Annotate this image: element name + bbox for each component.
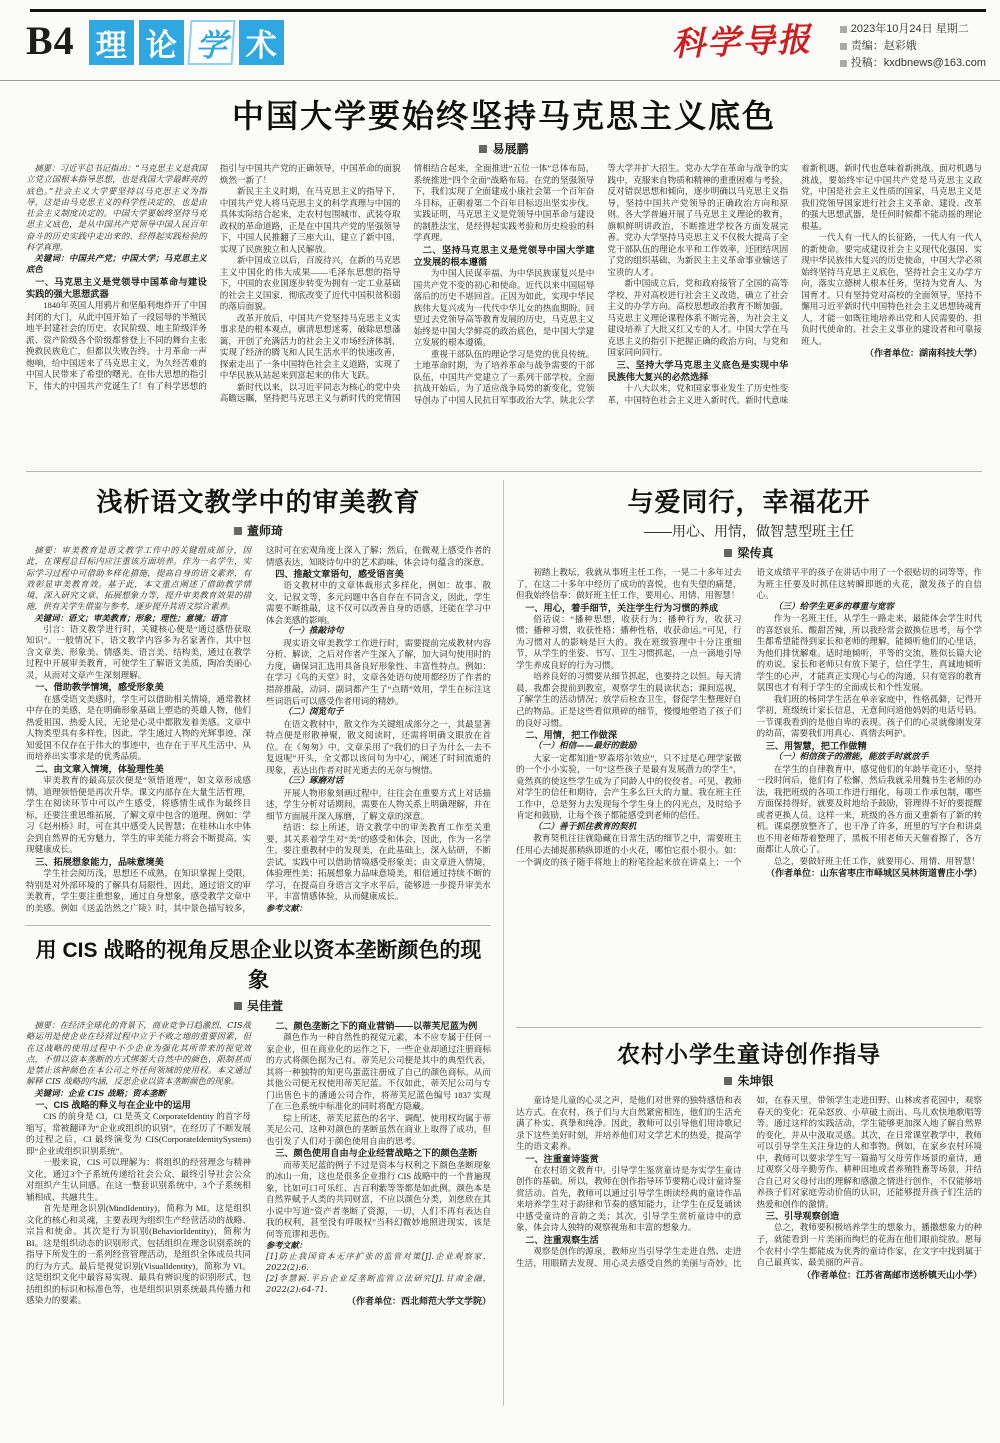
author-affiliation: （作者单位：江苏省高邮市送桥镇天山小学）: [801, 1269, 982, 1280]
section-char-block: 理: [89, 20, 134, 65]
body-paragraph: 总之，教师要积极培养学生的想象力，播撒想象力的种子，就能看到一片美丽而绚烂的花海在他们眼前绽放。愿每个农村小学生都能成为优秀的童诗作家，在文字中找到属于自己最真实、最美丽的声音。: [756, 1222, 982, 1268]
subsection-heading: （三）给学生更多的尊重与宽容: [773, 601, 895, 612]
byline-square-icon: [724, 549, 732, 557]
abstract-paragraph: 摘要：在经济全球化的背景下，商业竞争日趋激烈，CIS战略运用是使企业在经营过程中立于不败之地的重要因素，但在这战略的使用过程中不少企业为强化其所带来的视觉效点，不惜以资本垄断的方式绑架大自然中的颜色，限制甚而是禁止该种颜色在本公司之外任何领域的使用权。本文通过解释 CIS 战略的内涵，反思企业以资本垄断颜色的现象。: [26, 1020, 251, 1087]
body-paragraph: 首先是理念识别(MindIdentity)，简称为 MI。这是组织文化的核心和灵魂，主要表现为组织生产经营活动的战略、宗旨和使命。其次是行为识别(BehaviorIdentity)，简称为 BI。这是组织动态的识别形式，包括组织在理念识别系统的指导下所发生的一系列经营管理活动，是组织全体成员共同的行为方式。最后是视觉识别(VisualIdentity)，简称为 VI。这是组织文化中最容易实现、最具有辨识度的识别形式，包括组织的标识和标准色等，也是组织识别系统最具传播力和感染力的要素。: [26, 1203, 251, 1306]
right-column-stack: [504, 480, 982, 1406]
left-column-stack: [26, 480, 504, 1406]
subsection-heading: （一）推敲诗句: [283, 626, 344, 637]
article-walking-with-love: [516, 482, 982, 1019]
subsection-heading: （三）琢磨对话: [283, 776, 344, 787]
body-paragraph: 开展人物形象刻画过程中，往往会在重要方式上对话描述，学生分析对话期间，需要在人物关系上明确理解，并在细节方面展开深入琢磨，了解文章的深意。: [266, 787, 491, 821]
page-number: B4: [26, 18, 75, 63]
section-heading: 三、颜色使用自由与企业经营战略之下的颜色垄断: [275, 1148, 478, 1159]
square-bullet-icon: [840, 60, 847, 67]
body-paragraph: 童诗是儿童的心灵之声，是他们对世界的独特感悟和表达方式。在农村，孩子们与大自然紧密相连，他们的生活充满了朴实、真挚和纯净。因此，教师可以引导他们用诗歌记录下这些美好时刻，并培养他们对文学艺术的热爱，提高学生的语文素养。: [516, 1095, 742, 1152]
body-paragraph: 综上所述，蒂芙尼蓝色的名字、调配、使用权均属于蒂芙尼公司，这种对颜色的垄断虽然在商业上取得了成功，但也引发了人们对于颜色使用自由的思考。: [266, 1112, 491, 1146]
references-label: 参考文献：: [266, 1240, 307, 1251]
byline: [26, 140, 982, 157]
article-text: [26, 163, 982, 463]
lower-band: [26, 480, 982, 1406]
article-title: 农村小学生童诗创作指导: [617, 1041, 881, 1067]
article-marxism-universities: [26, 91, 982, 463]
byline-square-icon: [234, 527, 242, 535]
subsection-heading: （二）浏览句子: [283, 707, 344, 718]
body-paragraph: 在语文教材中，散文作为关键组成部分之一，其最显著特点便是形散神聚，散文阅读时，还需将明确文眼放在首位。在《匆匆》中，文章采用了“我们的日子为什么一去不复返呢”开头，全文都以该问句为中心，阐述了时间流逝的现象，表达出作者对时光逝去的无奈与惋惜。: [266, 718, 491, 775]
section-title-blocks: [89, 20, 284, 65]
body-paragraph: 大家一定都知道“罗森塔尔效应”，只不过是心理学家做的一个小小实验，一句“这些孩子是最有发展潜力的学生”，竟然真的使这些学生成为了同龄人中的佼佼者。可见，教师对学生的信任和期待，会产生多么巨大的力量。我在班主任工作中，总是努力去发现每个学生身上的闪光点，及时给予肯定和鼓励，让每个孩子都能感受到老师的信任。: [516, 752, 742, 821]
body-paragraph: 新时代以来，以习近平同志为核心的党中央高瞻远瞩，坚持把马克思主义与新时代的党情国情相结合起来，全面推进“五位一体”总体布局，系统推进“四个全面”战略布局。在党的坚强领导下，我们实现了全面建成小康社会第一个百年奋斗目标，正朝着第二个百年目标迈出坚实步伐。实践证明，马克思主义是党领导中国革命与建设的制胜法宝，是经得起实践考验和历史检验的科学真理。: [219, 163, 595, 404]
article-title: 中国大学要始终坚持马克思主义底色: [231, 98, 776, 134]
date-line: 2023年10月24日 星期二: [840, 21, 986, 38]
section-heading: 二、由文章入情境，体验理性美: [35, 763, 164, 774]
body-paragraph: 总之，要做好班主任工作，就要用心、用情、用智慧！: [773, 855, 980, 866]
author-name: 董师琦: [246, 524, 283, 538]
body-paragraph: 结语：综上所述，语文教学中的审美教育工作至关重要，其关系着学生对“美”的感受和体会，因此，作为一名学生，要注重教材中的发现美，在此基础上，深入钻研，不断尝试。实践中可以借助情境感受形象美；由文章进入情境，体验理性美；拓展想象力品味意境美，相信通过持续不断的学习，在提高自身语言文字水平后，能够进一步提升审美水平，丰富情感体验，从而健康成长。: [266, 822, 491, 902]
byline: [26, 522, 491, 539]
page-body: [0, 81, 1000, 1406]
section-heading: 一、用心，着手细节，关注学生行为习惯的养成: [525, 602, 719, 613]
section-heading: 三、引导观察创造: [765, 1211, 840, 1222]
body-paragraph: 引言：语文教学进行时，关键核心便是“通过感悟获取知识”。一般情况下，语文教学内容多为名家著作，其中包含文章美、形象美、情感美、语言美、结构美，通过在教学过程中开展审美教育，可使学生了解语文美质，陶冶美丽心灵，从而对文章产生深刻理解。: [26, 623, 251, 680]
page-header: [0, 12, 1000, 81]
body-paragraph: 改革开放后，中国共产党坚持马克思主义实事求是的根本观点，廓清思想迷雾，破除思想藩篱，开创了充满活力的社会主义市场经济体制，实现了经济的腾飞和人民生活水平的快速改善，探索走出了一条中国特色社会主义道路，实现了中华民族从站起来到富起来的伟大飞跃。: [219, 312, 401, 381]
body-paragraph: 培养良好的习惯要从细节抓起，也要持之以恒。每天清晨，我都会提前到教室，观察学生的晨读状态；课间巡视，了解学生的活动情况；放学后检查卫生，督促学生整理好自己的物品。正是这些看似琐碎的细节，慢慢地塑造了孩子们的良好习惯。: [516, 671, 742, 728]
article-subtitle: ——用心、用情，做智慧型班主任: [644, 523, 854, 539]
article-aesthetic-education: [26, 482, 491, 917]
article-text: [516, 567, 982, 1019]
byline: [516, 1072, 982, 1089]
author-name: 易展鹏: [492, 142, 529, 156]
body-paragraph: 观察是创作的源泉，教师应当引导学生走进自然、走进生活，用眼睛去发现、用心灵去感受自然的美丽与奇妙。比如，在春天里，带领学生走进田野、山林或者花园中，观察春天的变化：花朵怒放、小草破土而出、鸟儿欢快地歌唱等等。通过这样的实践活动，学生能够更加深入地了解自然界的变化，并从中汲取灵感。其次，在日常课堂教学中，教师可以引导学生关注身边的人和事物。例如，在家乡农村环境中，教师可以要求学生写一篇描写父母劳作场景的童诗，通过观察父母辛勤劳作、耕种田地或者养殖牲畜等场景，并结合自己对父母付出的理解和感激之情进行创作，不仅能够培养孩子们对家庭劳动价值的认识，还能够提升孩子们生活的热爱和创作的激情。: [516, 1095, 982, 1268]
section-heading: 二、坚持马克思主义是党领导中国大学建立发展的根本遵循: [413, 244, 595, 267]
body-paragraph: 俗话说：“播种思想，收获行为；播种行为，收获习惯；播种习惯，收获性格；播种性格，收获命运。”可见，行为习惯对人的影响是巨大的。我在班级管理中十分注重细节，从学生的坐姿、书写、卫生习惯抓起，一点一滴地引导学生养成良好的行为习惯。: [516, 613, 742, 670]
reference-item: [2]李慧颖.平台企业反垄断监管立法研究[J].甘肃金融，2022(2):64-71.: [266, 1273, 491, 1295]
body-paragraph: 重视干部队伍的理论学习是党的优良传统。土地革命时期，为了培养革命与战争需要的干部队伍，中国共产党建立了一系列干部学校。全面抗战开始后，为了适应战争局势的新变化，党领导创办了中国人民抗日军事政治大学、陕北公学等大学并扩大招生。党办大学在革命与战争的实践中，克服来自物质和精神的重重困难与考验，反对错误思想和倾向，逐步明确以马克思主义指导，坚持中国共产党领导的正确政治方向和原则。各大学普遍开展了马克思主义理论的教育，旗帜鲜明讲政治，不断推进学校各方面发展完善。党办大学坚持马克思主义不仅极大提高了全党干部队伍的理论水平和工作效率，还团结巩固了党的组织基础，为新民主主义革命事业输送了宝贵的人才。: [413, 163, 789, 405]
horizontal-divider: [26, 925, 491, 926]
body-paragraph: 教育契机往往就隐藏在日常生活的细节之中，需要班主任用心去捕捉那稍纵即逝的小火花，哪怕它很小很小。如：一个调皮的孩子随手将地上的粉笔捡起来放在讲桌上；一个语文成绩平平的孩子在讲话中用了一个很贴切的词等等，作为班主任要及时抓住这转瞬即逝的火花，激发孩子的自信心。: [516, 567, 982, 867]
horizontal-divider: [516, 1027, 982, 1028]
article-text: [26, 545, 491, 917]
subsection-heading: （一）相信——最好的鼓励: [533, 741, 637, 752]
section-heading: 一、CIS 战略的释义与在企业中的运用: [35, 1099, 191, 1110]
article-title: 用 CIS 战略的视角反思企业以资本垄断颜色的现象: [35, 939, 482, 992]
editor-line: 责编：赵彩娥: [840, 38, 986, 55]
author-affiliation: （作者单位：湖南科技大学）: [864, 348, 982, 359]
subsection-heading: （二）善于抓住教育的契机: [533, 821, 637, 832]
abstract-paragraph: 摘要：习近平总书记指出：“马克思主义是我国立党立国根本指导思想，也是我国大学最鲜亮的底色。”社会主义大学要坚持以马克思主义为指导，这是由马克思主义的科学性决定的，也是由社会主义制度决定的。中国大学要始终坚持马克思主义底色，是从中国共产党领导中国人民百年奋斗的历史实践中走出来的、经得起实践检验的科学真理。: [26, 163, 207, 252]
body-paragraph: 语文教材中的文章体裁形式多样化，例如：故事、散文、记叙文等，多元问题中各自存在不同含义，因此，学生需要不断推敲，这不仅可以改善自身的语感，还能在学习中体会美感的影响。: [266, 580, 491, 625]
body-paragraph: 十八大以来，党和国家事业发生了历史性变革，中国特色社会主义进入新时代。新时代意味着新机遇，新时代也意味着新挑战。面对机遇与挑战，要始终牢记中国共产党是马克思主义政党，中国是社会主义性质的国家，马克思主义是我们党领导国家进行社会主义革命、建设、改革的强大思想武器，是任何时候都不能动摇的理论根基。: [607, 163, 982, 405]
body-paragraph: 新中国成立以后，百废待兴，在新的马克思主义中国化的伟大成果——毛泽东思想的指导下，中国的农业国逐步转变为拥有一定工业基础的社会主义国家，彻底改变了近代中国积贫积弱的落后面貌。: [219, 255, 401, 312]
section-heading: 三、拓展想象能力，品味意境美: [35, 856, 164, 867]
body-paragraph: 作为一名班主任，从学生一路走来，最能体会学生时代的喜怒哀乐、酸甜苦辣，所以我经常会做换位思考，每个学生都希望能得到家长和老师的理解，能倾听他们的心里话，为他们排忧解难。适时地倾听，平等的交流，胜似长篇大论的劝说。家长和老师只有放下架子，信任学生，真诚地倾听学生的心声，才能真正实现心与心的沟通，只有宽容的教育氛围也才有利于学生的全面成长和个性发展。: [756, 613, 982, 693]
body-paragraph: 而蒂芙尼蓝的例子不过是资本与权利之下颜色垄断现象的冰山一角，这也是很多企业推行 CIS 战略中的一个普遍现象，比如可口可乐红、吉百利紫等等都是如此例。颜色本是自然界赋予人类的共同财富，不应以颜色分类，刘慈欣在其小说中写道“资产者垄断了资源，一切，人们不再有表达自我的权利，甚至没有呼吸权”当科幻微妙地照进现实，该是何等荒谬和悲伤。: [266, 1159, 491, 1239]
abstract-paragraph: 摘要：审美教育是语文教学工作中的关键组成部分，因此，在课程总目标内应注重该方面培养。作为一名学生，实际学习过程中可借助多样化措施，提高自身的语文素养，有效彰显审美教育效。基于此，本文重点阐述了借助教学情境、深入研究文章、拓展想象力等，提升审美教育效果的措施，供有关学生借鉴与参考，逐步提升其语文综合素养。: [26, 545, 251, 612]
body-paragraph: 审美教育的最高层次便是“领悟道理”，如文章形成感情，道理领悟便是再次升华。课文内部存在大量生活哲理，学生在阅读环节中可以产生感受，将感情生成作为最终目标，还要注重思维拓展，了解文章中包含的道理。例如：学习《赵州桥》时，可在其中感受人民智慧；在桂林山水中体会到自然界的无穷魅力，学生的审美能力将会不断提高，实现健康成长。: [26, 775, 251, 855]
author-affiliation: （作者单位：西北师范大学文学院）: [346, 1296, 491, 1307]
body-paragraph: 学生社会阅历浅，思想还不成熟，在知识掌握上受限，特别是对外部环境的了解具有局限性，因此，通过语文的审美教育，学生要注重想象，通过自身想象，感受教学文章中的美感。例如《送孟浩然之广陵》时，其中景色描写较多，这时可在宏观角度上深入了解；然后，在微观上感受作者的情感表达，知晓诗句中的艺术韵味，体会诗句蕴含的深意。: [26, 545, 491, 913]
body-paragraph: 1840年英国人用鸦片和坚船利炮炸开了中国封闭的大门，从此中国开始了一段屈辱的半殖民地半封建社会的历史。农民阶级、地主阶级洋务派、资产阶级各个阶级都曾登上不同的舞台主张挽救民族危亡，但都以失败告终。十月革命一声炮响，给中国送来了马克思主义，为久经苦难的中国人民带来了希望的曙光。在伟大思想的指引下，伟大的中国共产党诞生了！有了科学思想的指引与中国共产党的正确领导，中国革命的面貌焕然一新了！: [26, 163, 401, 391]
square-bullet-icon: [840, 43, 847, 50]
body-paragraph: 在学生的自律教育中，感觉他们的年龄毕竟还小，坚持一段时间后，他们有了松懈，然后我就采用魏书生老师的办法，我把班级的各项工作进行细化，每项工作承包制，哪些方面保持得好，就要及时地给予鼓励，管理得不好的要提醒或者更换人员。这样一来，班级的各方面又重新有了新的转机。课桌摆放整齐了，也干净了许多，班里的写字台和讲桌也不用老师帮着整理了，黑板不用老师天天催着擦了，各方面都让人放心了。: [756, 763, 982, 855]
header-info: [840, 21, 986, 72]
article-children-poetry: [516, 1036, 982, 1377]
article-cis-color-monopoly: [26, 934, 491, 1406]
square-bullet-icon: [840, 26, 847, 33]
section-heading: 二、注重观察生活: [525, 1235, 599, 1245]
reference-item: [1]防止我国资本无序扩张的监管对策[J].企业观察家，2022(2):6.: [266, 1251, 491, 1273]
section-char-block: 术: [239, 20, 284, 65]
author-name: 吴佳萱: [246, 999, 283, 1013]
article-text: [516, 1095, 982, 1377]
body-paragraph: 为中国人民谋幸福、为中华民族谋复兴是中国共产党不变的初心和使命。近代以来中国屈辱落后的历史不堪回首。正因为如此，实现中华民族伟大复兴成为一代代中华儿女的热血期盼。回望过去党领导高等教育发展的历史，马克思主义始终是中国大学鲜亮的政治底色，是中国大学建立发展的根本遵循。: [413, 268, 595, 348]
references-label: 参考文献：: [266, 902, 307, 913]
section-heading: 一、注重童诗鉴赏: [525, 1153, 599, 1164]
byline-square-icon: [479, 145, 487, 153]
body-paragraph: 新中国成立后，党和政府接管了全国的高等学校，并对高校进行社会主义改造，确立了社会主义的办学方向。高校思想政治教育不断加强，马克思主义理论课程体系不断完善，为社会主义建设培养了大批又红又专的人才。中国大学在马克思主义的指引下把握正确的政治方向，与党和国家同向同行。: [607, 278, 789, 358]
keywords-line: 关键词：企业 CIS 战略；资本垄断: [34, 1087, 166, 1098]
subsection-heading: （一）相信孩子的潜能，能放手时就放手: [773, 752, 929, 763]
article-title: 与爱同行，幸福花开: [627, 487, 871, 517]
section-heading: 二、颜色垄断之下的商业营销——以蒂芙尼蓝为例: [275, 1021, 478, 1031]
byline-square-icon: [234, 1002, 242, 1010]
body-paragraph: 现实语文审美教学工作进行时，需要提前完成教材内容分析、解读，之后对作者产生深入了解，加大词句使用时的力度，确保词汇选用具备良好形象性、丰富性特点。例如：在学习《鸟的天堂》时，文章各处语句使用都经历了作者的措辞推敲，动词、副词都产生了“点睛”效用，学生在标注这些词语后可以感受作者用词的精妙。: [266, 637, 491, 706]
keywords-line: 关键词：语文；审美教育；形象；理性；意境；语言: [34, 612, 228, 623]
article-text: [26, 1020, 491, 1406]
horizontal-divider: [26, 471, 982, 472]
body-paragraph: CIS 的前身是 CI，CI 是英文 CorporateIdentity 的首字母缩写，常被翻译为“企业或组织的识别”，在经历了不断发展的过程之后，CI 最终演变为 CIS(CorporateIdentitySystem)即“企业或组织识别系统”。: [26, 1111, 251, 1156]
section-char-block: 论: [139, 20, 184, 65]
section-heading: 二、用情，把工作做深: [525, 730, 618, 741]
section-char-block: 学: [187, 20, 235, 65]
author-name: 梁传真: [737, 546, 774, 560]
section-heading: 三、坚持大学马克思主义底色是实现中华民族伟大复兴的必然选择: [607, 359, 789, 383]
section-heading: 一、借助教学情境，感受形象美: [35, 682, 164, 693]
body-paragraph: 一代人有一代人的长征路，一代人有一代人的新使命。要完成建设社会主义现代化强国、实现中华民族伟大复兴的历史使命，中国大学必须始终坚持马克思主义底色，坚持社会主义办学方向，落实立德树人根本任务，坚持为党育人、为国育才。只有坚持党对高校的全面领导，坚持不懈用习近平新时代中国特色社会主义思想铸魂育人，才能一如既往地培养出党和人民需要的、担负时代使命的、社会主义事业的建设者和可靠接班人。: [801, 232, 982, 346]
body-paragraph: 新民主主义时期，在马克思主义的指导下，中国共产党人将马克思主义的科学真理与中国的具体实际结合起来，走农村包围城市、武装夺取政权的革命道路，正是在中国共产党的坚强领导下，中国人民推翻了三座大山，建立了新中国，实现了民族独立和人民解放。: [219, 186, 401, 254]
body-paragraph: 初踏上教坛，我就从事班主任工作，一晃二十多年过去了，在这二十多年中经历了成功的喜悦，也有失望的痛楚，但我始终信奉：做好班主任工作，要用心、用情、用智慧！: [516, 567, 742, 601]
byline: [516, 544, 982, 561]
body-paragraph: 颜色作为一种自然性的视觉元素，本不应专属于任何一家企业，但在商业化的运作之下，一些企业却通过注册商标的方式将颜色据为己有。蒂芙尼公司便是其中的典型代表，其将一种独特的知更鸟蛋蓝注册成了自己的颜色商标。从而其他公司便无权使用蒂芙尼蓝。不仅如此，蒂芙尼公司与专门出售色卡的潘通公司合作，将蒂芙尼蓝色编号 1837 实现了在三色系统中标准化的同时将配方隐藏。: [266, 1032, 491, 1112]
section-heading: 四、推敲文章语句，感受语言美: [275, 569, 404, 580]
submission-line: 投稿：kxdbnews@163.com: [840, 55, 986, 72]
body-paragraph: 在感受语文美感时，学生可以借助相关情境，通常教材中存在的美感，是在明确形象基础上塑造的英雄人物，他们热爱祖国、热爱人民，无论是心灵中都散发着美感。文章中人物类型具有多样性，因此，学生通过人物的光辉事迹，深知爱国不仅存在于伟大的事迹中，也存在于平凡生活中，从而培养出实事求是的优秀品质。: [26, 693, 251, 762]
author-name: 朱坤银: [737, 1074, 774, 1088]
article-title: 浅析语文教学中的审美教育: [96, 487, 421, 517]
section-heading: 三、用智慧，把工作做精: [765, 740, 867, 751]
keywords-line: 关键词：中国共产党；中国大学；马克思主义底色: [26, 253, 207, 275]
byline-square-icon: [724, 1077, 732, 1085]
body-paragraph: 我们班的杨同学生活在单亲家庭中，性格孤僻，记得开学初，班级统计家长信息，无意间问道他妈妈的电话号码。一节课我看到的是他自卑的表现。孩子们的心灵就像刚发芽的幼苗，需要我们用真心、真情去呵护。: [756, 693, 982, 739]
masthead-logo: 科学导报: [671, 19, 813, 64]
body-paragraph: 一般来说，CIS 可以理解为：将组织的经营理念与精神文化，通过3个子系统传递给社会公众，最终引导社会公众对组织产生认同感。在这一整套识别系统中，3个子系统相辅相成、共融共生。: [26, 1157, 251, 1202]
body-paragraph: 在农村语文教育中，引导学生鉴赏童诗是夯实学生童诗创作的基础。所以，教师在创作指导环节要精心设计童诗鉴赏活动。首先，教师可以通过引导学生朗读经典的童诗作品来培养学生对于韵律和节奏的感知能力，让学生在反复诵读中感受童诗的音韵之美；其次，引导学生赏析童诗中的意象，体会诗人独特的观察视角和丰富的想象力。: [516, 1164, 742, 1233]
section-heading: 一、马克思主义是党领导中国革命与建设实践的强大思想武器: [26, 276, 207, 299]
author-affiliation: （作者单位：山东省枣庄市峄城区吴林街道曹庄小学）: [765, 868, 982, 879]
newspaper-page: [0, 9, 1000, 1443]
byline: [26, 997, 491, 1014]
